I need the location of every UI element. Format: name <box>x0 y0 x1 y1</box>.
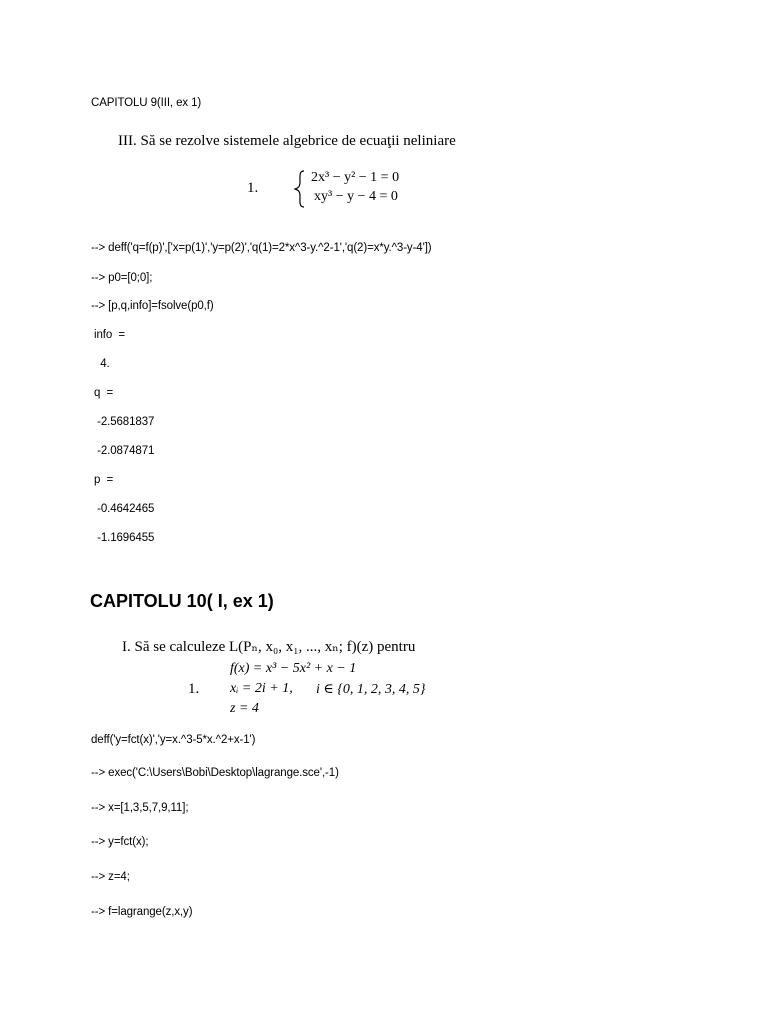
function-definition: f(x) = x³ − 5x² + x − 1 <box>230 661 357 676</box>
output-line: info = <box>94 329 125 341</box>
code-line: --> f=lagrange(z,x,y) <box>91 906 193 918</box>
nodes-definition: xᵢ = 2i + 1, <box>230 681 293 696</box>
chapter-10-task-heading: I. Să se calculeze L(Pₙ, x₀, x₁, ..., xₙ; f)(z) pentru <box>122 639 416 655</box>
output-line: -2.5681837 <box>94 416 155 428</box>
code-line: --> exec('C:\Users\Bobi\Desktop\lagrange.sce',-1) <box>91 767 339 779</box>
code-line: deff('y=fct(x)','y=x.^3-5*x.^2+x-1') <box>91 734 256 746</box>
chapter-10-title: CAPITOLU 10( I, ex 1) <box>90 591 274 611</box>
chapter-9-item-number: 1. <box>247 180 259 196</box>
output-line: 4. <box>94 358 110 370</box>
index-range: i ∈ {0, 1, 2, 3, 4, 5} <box>316 682 426 697</box>
chapter-9-task-heading: III. Să se rezolve sistemele algebrice de ecuaţii neliniare <box>118 133 456 149</box>
system-equation-1: 2x³ − y² − 1 = 0 <box>311 170 400 185</box>
code-line: --> p0=[0;0]; <box>91 272 153 284</box>
output-line: -2.0874871 <box>94 445 155 457</box>
output-line: p = <box>94 474 114 486</box>
code-line: --> deff('q=f(p)',['x=p(1)','y=p(2)','q(1)=2*x^3-y.^2-1','q(2)=x*y.^3-y-4']) <box>91 242 432 254</box>
system-equation-2: xy³ − y − 4 = 0 <box>314 189 398 204</box>
output-line: -0.4642465 <box>94 503 155 515</box>
code-line: --> [p,q,info]=fsolve(p0,f) <box>91 300 214 312</box>
code-line: --> x=[1,3,5,7,9,11]; <box>91 802 189 814</box>
chapter-9-title: CAPITOLU 9(III, ex 1) <box>91 97 202 109</box>
code-line: --> y=fct(x); <box>91 836 149 848</box>
output-line: q = <box>94 387 114 399</box>
evaluation-point: z = 4 <box>230 701 259 716</box>
output-line: -1.1696455 <box>94 532 155 544</box>
system-brace-icon <box>294 170 306 208</box>
chapter-10-item-number: 1. <box>188 681 200 697</box>
code-line: --> z=4; <box>91 871 130 883</box>
